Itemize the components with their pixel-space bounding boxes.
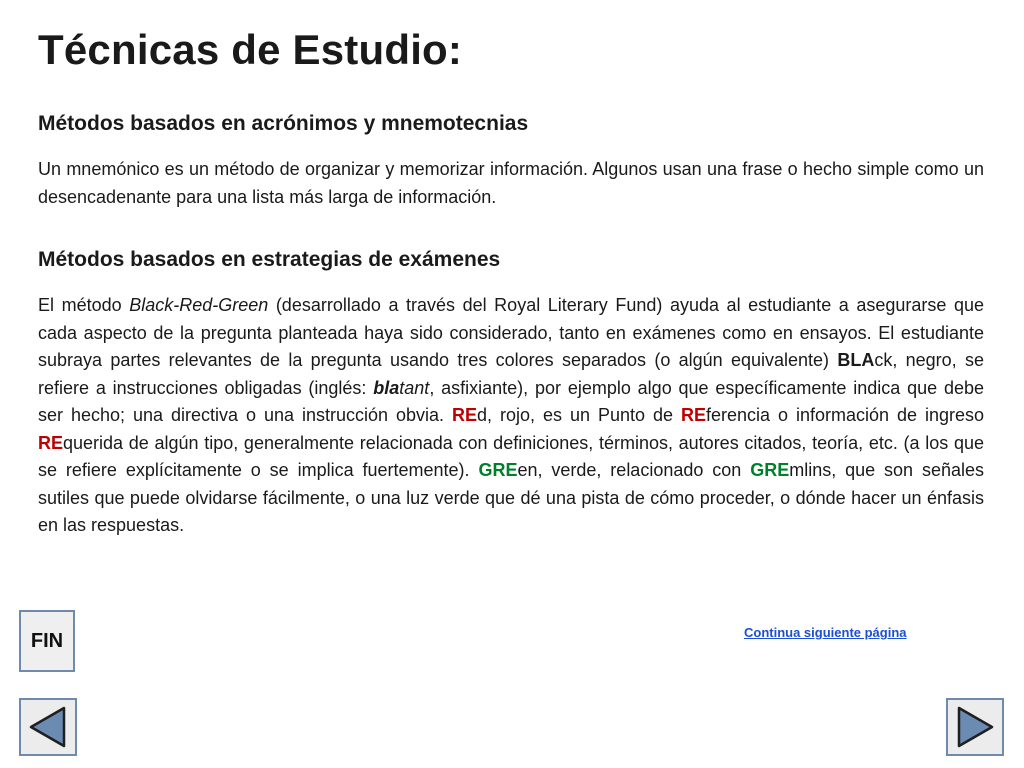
blatant-prefix: bla xyxy=(373,377,400,398)
red-keyword: RE xyxy=(38,432,64,453)
section-heading-acronyms: Métodos basados en acrónimos y mnemotecnias xyxy=(38,112,529,135)
text-segment: en, verde, relacionado con xyxy=(517,460,751,480)
black-keyword: BLA xyxy=(837,350,875,370)
paragraph-mnemonics: Un mnemónico es un método de organizar y memorizar información. Algunos usan una frase o hecho simple como un desencadenante para una lista más larga de información. xyxy=(38,159,984,207)
continue-next-page-link[interactable]: Continua siguiente página xyxy=(744,625,907,640)
triangle-right-icon xyxy=(953,705,997,749)
fin-button[interactable]: FIN xyxy=(19,610,75,672)
text-segment: , asfixiante), por ejemplo algo que específicamente indica que debe ser hecho; una directiva o una instrucción obvia. xyxy=(38,377,985,425)
previous-button[interactable] xyxy=(19,698,77,756)
text-segment: (desarrollado a través del Royal Literary Fund) ayuda al estudiante a asegurarse que cada aspecto de la pregunta planteada haya sido considerado, tanto en exámenes como en ensayos. El estudiante subraya partes relevantes de la pregunta usando tres colores separados (o algún equivalente) xyxy=(38,295,984,370)
blatant-suffix: tant xyxy=(399,377,430,398)
green-keyword: GRE xyxy=(478,460,518,480)
text-segment: ferencia o información de ingreso xyxy=(705,405,984,425)
red-keyword: RE xyxy=(451,405,477,425)
text-segment: El método xyxy=(38,295,130,315)
method-name: Black-Red-Green xyxy=(129,295,269,315)
text-segment: mlins, que son señales sutiles que puede olvidarse fácilmente, o una luz verde que dé una pista de cómo proceder, o dónde hacer un énfasis en las respuestas. xyxy=(38,460,984,535)
green-keyword: GRE xyxy=(750,460,790,480)
paragraph-black-red-green xyxy=(38,292,984,540)
text-segment: d, rojo, es un Punto de xyxy=(477,405,681,425)
text-segment: querida de algún tipo, generalmente relacionada con definiciones, términos, autores citados, teoría, etc. (a los que se refiere explícitamente o se implica fuertemente). xyxy=(38,432,984,480)
page-title: Técnicas de Estudio: xyxy=(38,26,463,73)
red-keyword: RE xyxy=(680,405,706,425)
next-button[interactable] xyxy=(946,698,1004,756)
text-segment: ck, negro, se refiere a instrucciones obligadas (inglés: xyxy=(38,350,984,398)
triangle-left-icon xyxy=(26,705,70,749)
section-heading-exam-strategies: Métodos basados en estrategias de exámenes xyxy=(38,248,501,271)
